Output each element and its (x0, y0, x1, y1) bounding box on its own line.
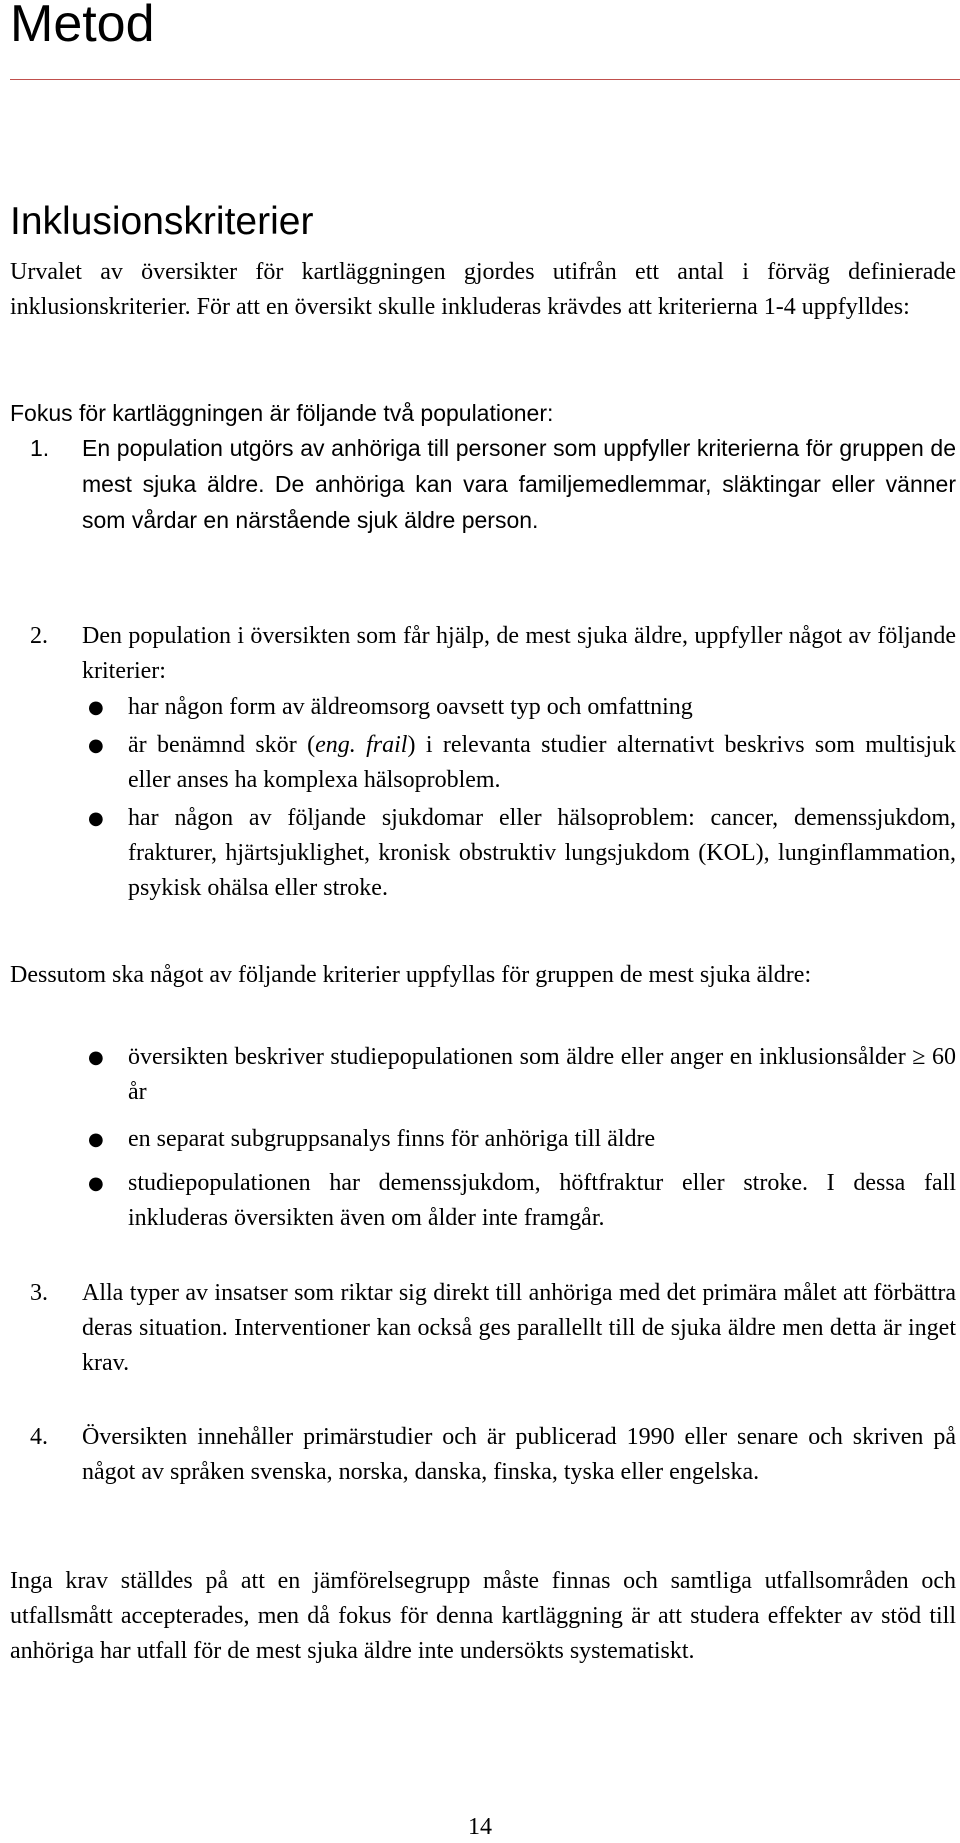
item-4-text: Översikten innehåller primärstudier och är publicerad 1990 eller senare och skriven på något av språken svenska, norska, danska, finska, tyska eller engelska. (82, 1424, 956, 1485)
dessutom-bullet-1 (128, 1040, 956, 1110)
item-2-number: 2. (30, 623, 48, 649)
intro-paragraph: Urvalet av översikter för kartläggningen gjordes utifrån ett antal i förväg definierade inklusionskriterier. För att en översikt skulle inkluderas krävdes att kriterierna 1-4 uppfylldes: (10, 259, 956, 320)
focus-line: Fokus för kartläggningen är följande två populationer: (10, 400, 554, 426)
item-2-bullet-3: har någon av följande sjukdomar eller hälsoproblem: cancer, demenssjukdom, frakturer, hjärtsjuklighet, kronisk obstruktiv lungsjukdom (KOL), lunginflammation, psykisk ohälsa eller stroke. (128, 805, 956, 901)
bullet-2-post: ) i relevanta studier alternativt beskrivs som multisjuk eller anses ha komplexa hälsoproblem. (128, 732, 956, 793)
bullet-icon: ● (88, 808, 104, 829)
bullet-icon: ● (88, 1129, 104, 1150)
title-underline (10, 79, 960, 80)
item-1-text (82, 431, 956, 539)
bullet-icon: ● (88, 735, 104, 756)
dessutom-paragraph: Dessutom ska något av följande kriterier uppfyllas för gruppen de mest sjuka äldre: (10, 962, 812, 988)
bullet-2-pre: är benämnd skör ( (128, 732, 316, 758)
dessutom-bullet-1-post: 60 år (128, 1044, 957, 1105)
item-2-bullet-1: har någon form av äldreomsorg oavsett typ och omfattning (128, 694, 693, 720)
item-2-bullet-2 (128, 728, 956, 798)
item-2-text: Den population i översikten som får hjälp, de mest sjuka äldre, uppfyller något av följande kriterier: (82, 623, 956, 684)
item-1-detail: De anhöriga kan vara familjemedlemmar, släktingar eller vänner som vårdar en närstående sjuk äldre person. (82, 471, 956, 533)
dessutom-bullet-1-pre: översikten beskriver studiepopulationen som äldre eller anger en inklusionsålder (128, 1044, 913, 1070)
bullet-icon: ● (88, 1173, 104, 1194)
item-1-lead: En population utgörs av anhöriga till personer som uppfyller kriterierna för gruppen de mest sjuka äldre. (82, 435, 956, 497)
page-title: Metod (10, 0, 155, 53)
item-3-number: 3. (30, 1280, 48, 1306)
dessutom-bullet-2: en separat subgruppsanalys finns för anhöriga till äldre (128, 1126, 656, 1152)
ge-symbol: ≥ (912, 1044, 926, 1070)
bullet-icon: ● (88, 1047, 104, 1068)
item-4-number: 4. (30, 1424, 48, 1450)
item-3-text: Alla typer av insatser som riktar sig direkt till anhöriga med det primära målet att förbättra deras situation. Interventioner kan också ges parallellt till de sjuka äldre men detta är inget krav. (82, 1280, 956, 1376)
item-1-number: 1. (30, 435, 50, 461)
bullet-icon: ● (88, 697, 104, 718)
closing-paragraph: Inga krav ställdes på att en jämförelsegrupp måste finnas och samtliga utfallsområden och utfallsmått accepterades, men då fokus för denna kartläggning är att studera effekter av stöd till anhöriga har utfall för de mest sjuka äldre inte undersökts systematiskt. (10, 1568, 956, 1664)
section-heading: Inklusionskriterier (10, 200, 314, 243)
bullet-2-emphasis: eng. frail (315, 732, 408, 758)
dessutom-bullet-3: studiepopulationen har demenssjukdom, höftfraktur eller stroke. I dessa fall inkluderas översikten även om ålder inte framgår. (128, 1170, 956, 1231)
page-number: 14 (468, 1814, 492, 1840)
